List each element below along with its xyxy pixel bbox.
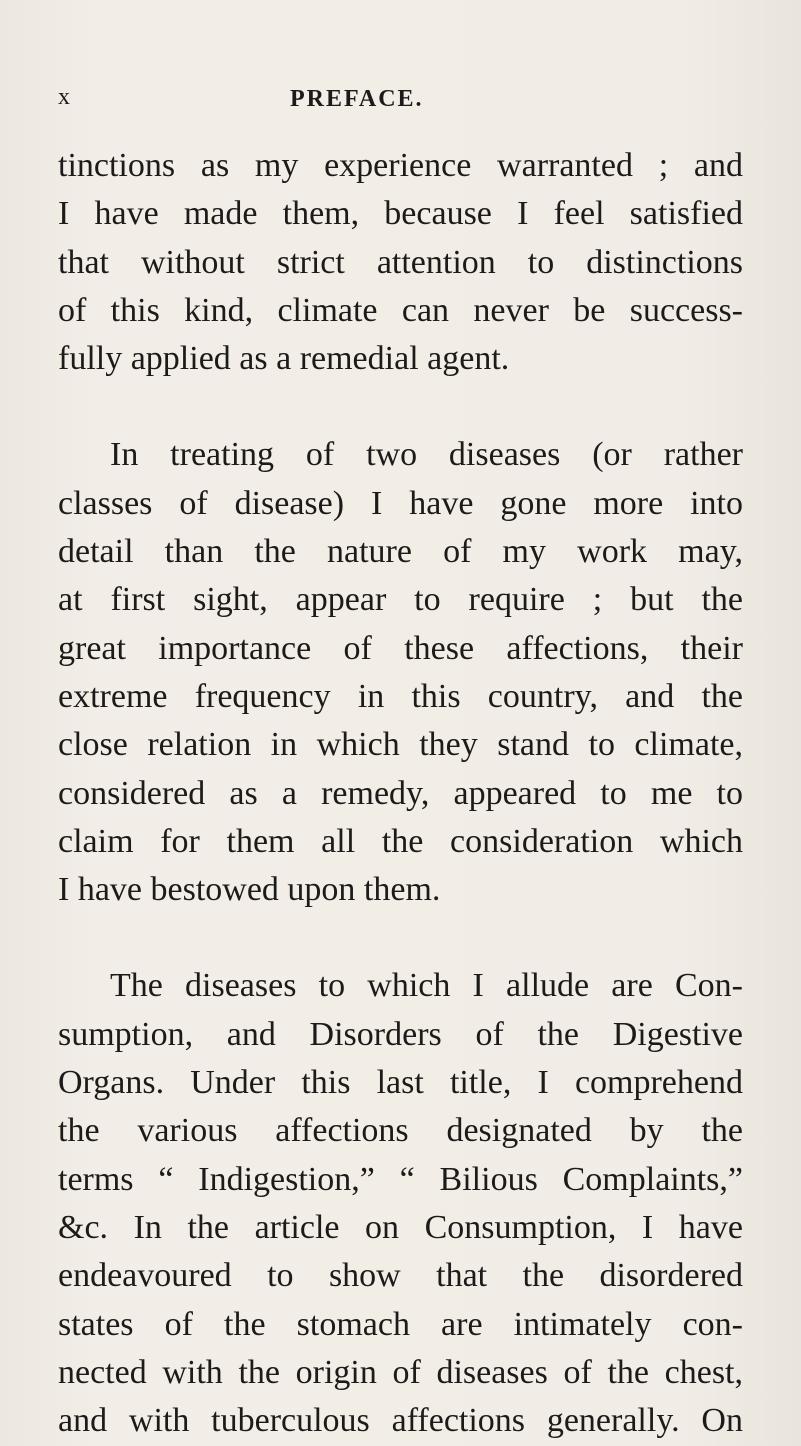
text-line: that without strict attention to distinctions — [58, 243, 743, 281]
paragraph-gap — [58, 383, 743, 431]
body-text — [58, 142, 743, 1445]
text-line: extreme frequency in this country, and the — [58, 677, 743, 715]
paragraph-gap — [58, 914, 743, 962]
text-line: great importance of these affections, their — [58, 629, 743, 667]
text-line: close relation in which they stand to climate, — [58, 726, 743, 764]
page-number: x — [58, 84, 71, 110]
paragraph — [58, 962, 743, 1445]
text-line: considered as a remedy, appeared to me to — [58, 774, 743, 812]
text-line: Organs. Under this last title, I comprehend — [58, 1064, 743, 1102]
text-line: classes of disease) I have gone more into — [58, 484, 743, 522]
text-line: nected with the origin of diseases of the chest, — [58, 1353, 743, 1391]
text-line: detail than the nature of my work may, — [58, 533, 743, 571]
text-line: sumption, and Disorders of the Digestive — [58, 1015, 743, 1053]
text-line: endeavoured to show that the disordered — [58, 1257, 743, 1295]
text-line: at first sight, appear to require ; but the — [58, 581, 743, 619]
text-line: I have made them, because I feel satisfied — [58, 195, 743, 233]
text-line: &c. In the article on Consumption, I have — [58, 1208, 743, 1246]
running-head: PREFACE. — [290, 86, 424, 112]
text-line: tinctions as my experience warranted ; and — [58, 147, 743, 184]
text-line: terms “ Indigestion,” “ Bilious Complaints,” — [58, 1160, 743, 1198]
paragraph — [58, 142, 743, 383]
text-line: of this kind, climate can never be success- — [58, 291, 743, 329]
text-line: fully applied as a remedial agent. — [58, 340, 510, 378]
text-line: The diseases to which I allude are Con- — [110, 967, 743, 1005]
page-header — [58, 84, 738, 120]
text-line: claim for them all the consideration which — [58, 822, 743, 860]
text-line: I have bestowed upon them. — [58, 871, 441, 909]
text-line: states of the stomach are intimately con- — [58, 1305, 743, 1343]
paragraph — [58, 431, 743, 914]
text-line: In treating of two diseases (or rather — [110, 436, 743, 474]
text-line: and with tuberculous affections generally. On — [58, 1402, 743, 1440]
text-line: the various affections designated by the — [58, 1112, 743, 1150]
